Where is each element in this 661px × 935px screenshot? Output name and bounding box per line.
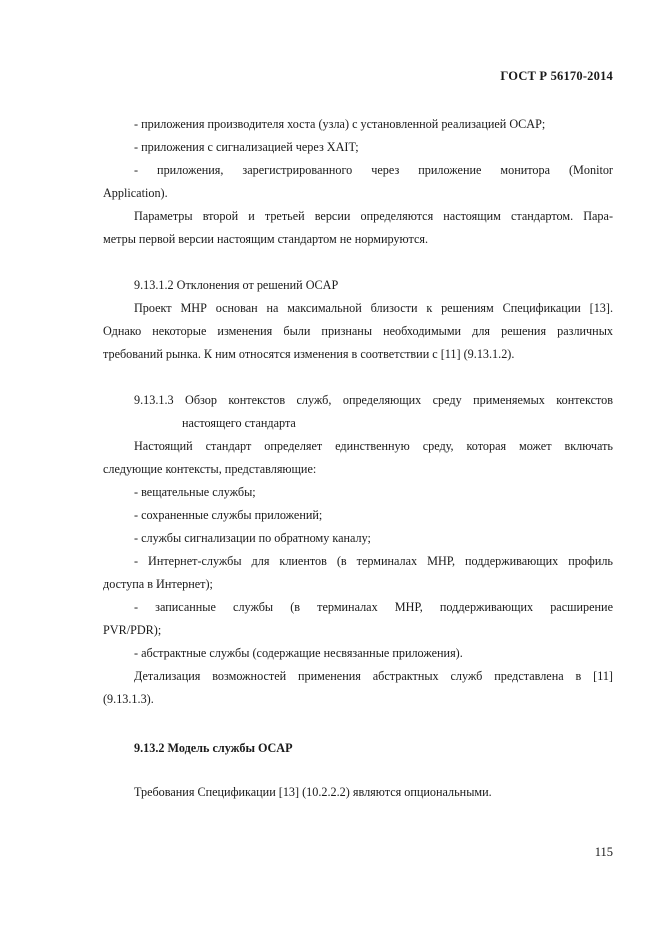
section-heading: 9.13.1.2 Отклонения от решений OCAP bbox=[134, 278, 339, 292]
page-number: 115 bbox=[594, 845, 613, 859]
section-heading-continuation: настоящего стандарта bbox=[182, 416, 296, 430]
list-item: - абстрактные службы (содержащие несвязанные приложения). bbox=[134, 646, 463, 660]
paragraph-line: метры первой версии настоящим стандартом не нормируются. bbox=[103, 232, 429, 246]
paragraph-line: (9.13.1.3). bbox=[103, 692, 154, 706]
list-item: - приложения с сигнализацией через XAIT; bbox=[134, 140, 359, 154]
paragraph-line: Параметры второй и третьей версии определяются настоящим стандартом. Пара- bbox=[134, 209, 613, 223]
list-item: - приложения, зарегистрированного через приложение монитора (Monitor bbox=[134, 163, 613, 177]
list-item: - Интернет-службы для клиентов (в терминалах МНР, поддерживающих профиль bbox=[134, 554, 613, 568]
paragraph-line: Application). bbox=[103, 186, 168, 200]
list-item: - вещательные службы; bbox=[134, 485, 256, 499]
paragraph-line: Проект МНР основан на максимальной близости к решениям Спецификации [13]. bbox=[134, 301, 613, 315]
paragraph-line: Однако некоторые изменения были признаны необходимыми для решения различных bbox=[103, 324, 613, 338]
standard-header: ГОСТ Р 56170-2014 bbox=[500, 69, 613, 83]
section-heading: 9.13.1.3 Обзор контекстов служб, определяющих среду применяемых контекстов bbox=[134, 393, 613, 407]
paragraph-line: требований рынка. К ним относятся изменения в соответствии с [11] (9.13.1.2). bbox=[103, 347, 515, 361]
paragraph-line: Требования Спецификации [13] (10.2.2.2) являются опциональными. bbox=[134, 785, 492, 799]
paragraph-line: Настоящий стандарт определяет единственную среду, которая может включать bbox=[134, 439, 613, 453]
list-item-continuation: PVR/PDR); bbox=[103, 623, 162, 637]
section-heading: 9.13.2 Модель службы OCAP bbox=[134, 741, 293, 755]
list-item: - приложения производителя хоста (узла) с установленной реализацией OCAP; bbox=[134, 117, 546, 131]
list-item: - сохраненные службы приложений; bbox=[134, 508, 323, 522]
list-item-continuation: доступа в Интернет); bbox=[103, 577, 213, 591]
paragraph-line: следующие контексты, представляющие: bbox=[103, 462, 317, 476]
list-item: - службы сигнализации по обратному каналу; bbox=[134, 531, 371, 545]
list-item: - записанные службы (в терминалах МНР, поддерживающих расширение bbox=[134, 600, 613, 614]
paragraph-line: Детализация возможностей применения абстрактных служб представлена в [11] bbox=[134, 669, 613, 683]
